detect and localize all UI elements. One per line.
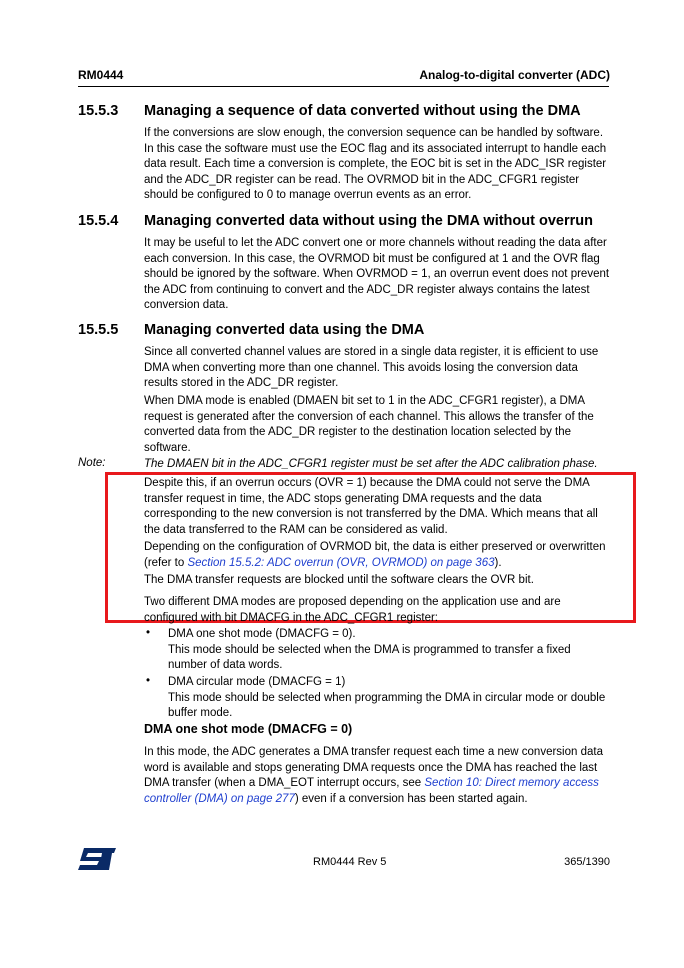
header-chapter-title: Analog-to-digital converter (ADC): [419, 68, 610, 82]
section-body: It may be useful to let the ADC convert one or more channels without reading the data after each conversion. In this case, the OVRMOD bit must be configured at 1 and the OVR flag should be ignored by the software. When OVRMOD = 1, an overrun event does not prevent the ADC from continuing to convert and the ADC_DR register always contains the latest conversion data.: [144, 237, 610, 311]
footer-revision: RM0444 Rev 5: [313, 856, 387, 868]
st-logo: [78, 848, 116, 870]
highlighted-paragraph-reference: [144, 540, 610, 571]
section-title: Managing a sequence of data converted without using the DMA: [144, 103, 581, 119]
section-title: Managing converted data using the DMA: [144, 322, 425, 338]
section-link[interactable]: Section 15.5.2: ADC overrun (OVR, OVRMOD) on page 363: [187, 556, 495, 569]
subsection-title: DMA one shot mode (DMACFG = 0): [144, 722, 353, 736]
bullet-title: DMA one shot mode (DMACFG = 0).: [168, 628, 356, 640]
header-doc-id: RM0444: [78, 68, 124, 82]
bullet-item: [168, 627, 610, 674]
bullet-marker: •: [146, 675, 151, 687]
header-rule: [78, 86, 609, 87]
section-title: Managing converted data without using the DMA without overrun: [144, 213, 593, 229]
bullet-item: [168, 675, 610, 722]
subsection-text: In this mode, the ADC generates a DMA transfer request each time a new conversion data word is available and stops generating DMA requests once the DMA has reached the last DMA transfer (when a DMA_EOT interrupt occurs, see: [144, 746, 603, 789]
bullet-description: This mode should be selected when the DMA is programmed to transfer a fixed number of data words.: [168, 643, 571, 671]
section-number: 15.5.4: [78, 213, 119, 229]
footer-page-number: 365/1390: [564, 856, 610, 868]
bullet-description: This mode should be selected when programming the DMA in circular mode or double buffer mode.: [168, 691, 606, 719]
reference-text: ).: [494, 556, 502, 569]
bullet-marker: •: [146, 627, 151, 639]
section-number: 15.5.5: [78, 322, 119, 338]
bullet-title: DMA circular mode (DMACFG = 1): [168, 676, 346, 688]
st-logo-icon: [78, 848, 116, 870]
section-paragraph: Since all converted channel values are stored in a single data register, it is efficient to use DMA when converting more than one channel. This avoids losing the conversion data results stored in the ADC_DR register.: [144, 346, 599, 389]
note-label: Note:: [78, 457, 106, 469]
highlighted-paragraph: Two different DMA modes are proposed depending on the application use and are configured with bit DMACFG in the ADC_CFGR1 register:: [144, 596, 561, 624]
section-body: If the conversions are slow enough, the conversion sequence can be handled by software. In this case the software must use the EOC flag and its associated interrupt to handle each data result. Each time a conversion is complete, the EOC bit is set in the ADC_ISR register and the ADC_DR register can be read. The OVRMOD bit in the ADC_CFGR1 register should be configured to 0 to manage overrun events as an error.: [144, 127, 607, 201]
note-text: The DMAEN bit in the ADC_CFGR1 register must be set after the ADC calibration phase.: [144, 458, 598, 470]
subsection-paragraph: [144, 745, 610, 807]
highlighted-paragraph: Despite this, if an overrun occurs (OVR = 1) because the DMA could not serve the DMA transfer request in time, the ADC stops generating DMA requests and the data corresponding to the new conversion is not transferred by the DMA. Which means that all the data transferred to the RAM can be considered as valid.: [144, 477, 598, 536]
reference-text: Depending on the configuration of OVRMOD bit, the data is either preserved or overwritten (refer to: [144, 541, 606, 569]
highlighted-paragraph: The DMA transfer requests are blocked until the software clears the OVR bit.: [144, 574, 534, 586]
section-paragraph: When DMA mode is enabled (DMAEN bit set to 1 in the ADC_CFGR1 register), a DMA request is generated after the conversion of each channel. This allows the transfer of the converted data from the ADC_DR register to the destination location selected by the software.: [144, 395, 594, 454]
section-link[interactable]: Section 10: Direct memory access controller (DMA) on page 277: [144, 777, 599, 805]
subsection-text: ) even if a conversion has been started again.: [294, 792, 528, 805]
section-number: 15.5.3: [78, 103, 119, 119]
